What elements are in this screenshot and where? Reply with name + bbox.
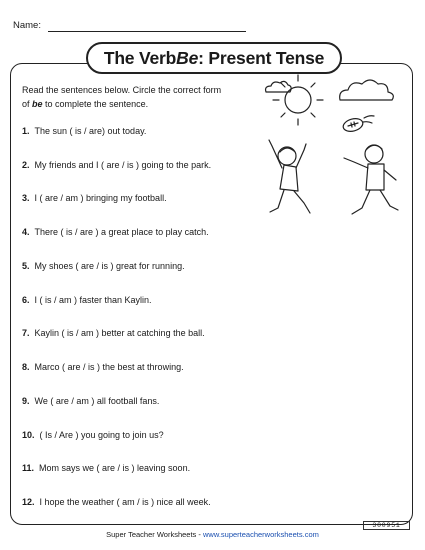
kids-playing-football-illustration [260,72,418,232]
footer-separator: - [196,530,203,539]
question-number: 2. [22,160,30,170]
question-4 [22,227,209,237]
question-1 [22,126,146,136]
question-7 [22,328,205,338]
footer-credit [0,530,425,539]
question-8 [22,362,184,372]
title-before: The Verb [103,47,177,68]
question-text[interactable]: My shoes ( are / is ) great for running. [34,261,185,271]
instructions-pre: of [22,98,33,109]
footer-site-link[interactable]: www.superteacherworksheets.com [202,530,319,539]
question-number: 3. [22,193,30,203]
question-text[interactable]: ( Is / Are ) you going to join us? [39,430,164,440]
instructions-line1: Read the sentences below. Circle the correct form [22,85,222,95]
question-text[interactable]: Kaylin ( is / am ) better at catching the ball. [34,328,205,338]
question-number: 8. [22,362,30,372]
worksheet-code: 300951 [363,521,410,530]
question-9 [22,396,159,406]
question-number: 10. [22,430,35,440]
question-2 [22,160,211,170]
name-label: Name: [13,20,41,31]
question-number: 7. [22,328,30,338]
question-10 [22,430,164,440]
title-after: : Present Tense [198,47,325,68]
football-icon [342,116,374,134]
boy-figure [344,145,398,214]
question-3 [22,193,167,203]
question-text[interactable]: I ( is / am ) faster than Kaylin. [34,295,152,305]
title-verb: Be [176,47,199,68]
page-title [86,42,342,74]
question-text[interactable]: My friends and I ( are / is ) going to the park. [34,160,212,170]
instructions-line2 [22,98,272,112]
name-line[interactable] [48,31,246,32]
question-text[interactable]: I hope the weather ( am / is ) nice all week. [39,497,211,507]
question-text[interactable]: Marco ( are / is ) the best at throwing. [34,362,184,372]
question-text[interactable]: Mom says we ( are / is ) leaving soon. [39,463,191,473]
question-number: 6. [22,295,30,305]
instructions [22,84,272,111]
question-5 [22,261,185,271]
question-11 [22,463,190,473]
question-number: 4. [22,227,30,237]
question-6 [22,295,152,305]
instructions-word: be [32,98,43,109]
question-text[interactable]: We ( are / am ) all football fans. [34,396,160,406]
question-text[interactable]: The sun ( is / are) out today. [34,126,147,136]
question-text[interactable]: I ( are / am ) bringing my football. [34,193,167,203]
question-number: 12. [22,497,35,507]
instructions-post: to complete the sentence. [42,98,149,109]
question-12 [22,497,211,507]
question-number: 5. [22,261,30,271]
cloud-icon-small [266,81,292,92]
footer-brand: Super Teacher Worksheets [106,530,197,539]
question-number: 1. [22,126,30,136]
girl-figure [269,140,310,213]
question-number: 11. [22,463,35,473]
question-number: 9. [22,396,30,406]
cloud-icon [340,80,394,100]
question-text[interactable]: There ( is / are ) a great place to play catch. [34,227,209,237]
